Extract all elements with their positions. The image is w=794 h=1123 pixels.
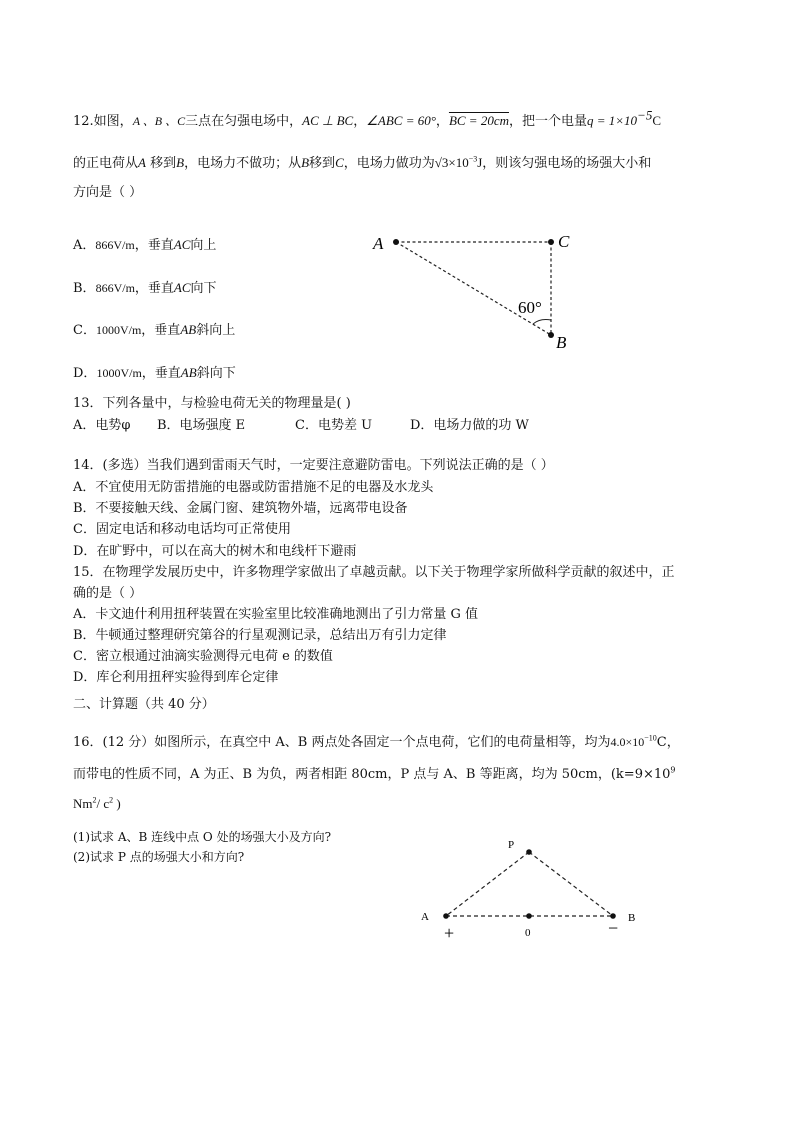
q13-stem: 13．下列各量中，与检验电荷无关的物理量是( ) <box>73 396 351 411</box>
point-b <box>548 332 554 338</box>
q16-sub-question-1: (1)试求 A、B 连线中点 O 处的场强大小及方向? <box>73 830 332 844</box>
point-c <box>548 239 554 245</box>
q14-option-c: C．固定电话和移动电话均可正常使用 <box>73 522 291 537</box>
q16-sub-question-2: (2)试求 P 点的场强大小和方向? <box>73 850 245 864</box>
q12-option-d: D．1000V/m，垂直AB斜向下 <box>73 365 236 381</box>
label-plus: + <box>444 923 455 942</box>
label-b: B <box>628 912 636 924</box>
q14-stem: 14．(多选）当我们遇到雷雨天气时，一定要注意避防雷电。下列说法正确的是（ ） <box>73 458 554 473</box>
q13-option-b: B．电场强度 E <box>157 418 246 433</box>
q13-option-a: A．电势φ <box>73 418 131 433</box>
q15-stem-line-1: 15．在物理学发展历史中，许多物理学家做出了卓越贡献。以下关于物理学家所做科学贡献的叙述中，正 <box>73 565 675 580</box>
q14-option-a: A．不宜使用无防雷措施的电器或防雷措施不足的电器及水龙头 <box>73 480 434 495</box>
label-o: 0 <box>525 927 531 939</box>
q13-option-c: C．电势差 U <box>295 418 373 433</box>
q14-option-d: D．在旷野中，可以在高大的树木和电线杆下避雨 <box>73 544 357 559</box>
q12-option-a: A．866V/m，垂直AC向上 <box>73 237 217 253</box>
point-a <box>393 239 399 245</box>
q16-charges-figure <box>410 832 650 942</box>
q16-line-3: Nm$^2$/ $c^2$ ) <box>73 795 121 811</box>
label-minus: − <box>608 918 619 938</box>
label-p: P <box>508 839 515 851</box>
q12-line-3: 方向是（ ） <box>73 185 143 200</box>
q15-option-a: A．卡文迪什利用扭秤装置在实验室里比较准确地测出了引力常量 G 值 <box>73 607 479 622</box>
q15-option-b: B．牛顿通过整理研究第谷的行星观测记录，总结出万有引力定律 <box>73 628 447 643</box>
q15-stem-line-2: 确的是（ ） <box>73 586 143 601</box>
q15-option-d: D．库仑利用扭秤实验得到库仑定律 <box>73 670 279 685</box>
segment-pb <box>529 852 613 916</box>
section-2-heading: 二、计算题（共 40 分） <box>73 697 215 712</box>
label-c: C <box>558 232 570 251</box>
q12-triangle-figure <box>360 225 590 355</box>
q15-option-c: C．密立根通过油滴实验测得元电荷 e 的数值 <box>73 649 333 664</box>
q16-line-2: 而带电的性质不同，A 为正、B 为负，两者相距 80cm，P 点与 A、B 等距离，均为 50cm，($k=9\times 10^9$ <box>73 765 676 782</box>
q14-option-b: B．不要接触天线、金属门窗、建筑物外墙，远离带电设备 <box>73 501 408 516</box>
segment-ab <box>396 242 551 335</box>
q12-option-c: C．1000V/m，垂直AB斜向上 <box>73 322 236 338</box>
label-b: B <box>556 333 567 352</box>
q16-line-1: 16．(12 分）如图所示，在真空中 A、B 两点处各固定一个点电荷，它们的电荷量相等，均为$4.0\times 10^{-10}C$， <box>73 733 680 750</box>
q12-line-1: 12.如图，A 、B 、C三点在匀强电场中，AC ⊥ BC，∠ABC = 60°，BC = 20cm，把一个电量$q = 1\times 10^{-5}C$ <box>73 107 661 129</box>
label-angle: 60° <box>518 298 542 317</box>
point-a <box>443 913 449 919</box>
point-p <box>526 849 532 855</box>
q12-option-b: B．866V/m，垂直AC向下 <box>73 280 217 296</box>
label-a: A <box>421 911 429 923</box>
segment-pa <box>446 852 529 916</box>
q12-line-2: 的正电荷从A 移到B，电场力不做功；从B移到C，电场力做功为$√3\times 10^{-3}J$，则该匀强电场的场强大小和 <box>73 154 652 171</box>
q13-option-d: D．电场力做的功 W <box>410 418 529 433</box>
label-a: A <box>373 234 384 253</box>
point-o <box>526 913 532 919</box>
angle-arc <box>533 320 551 325</box>
